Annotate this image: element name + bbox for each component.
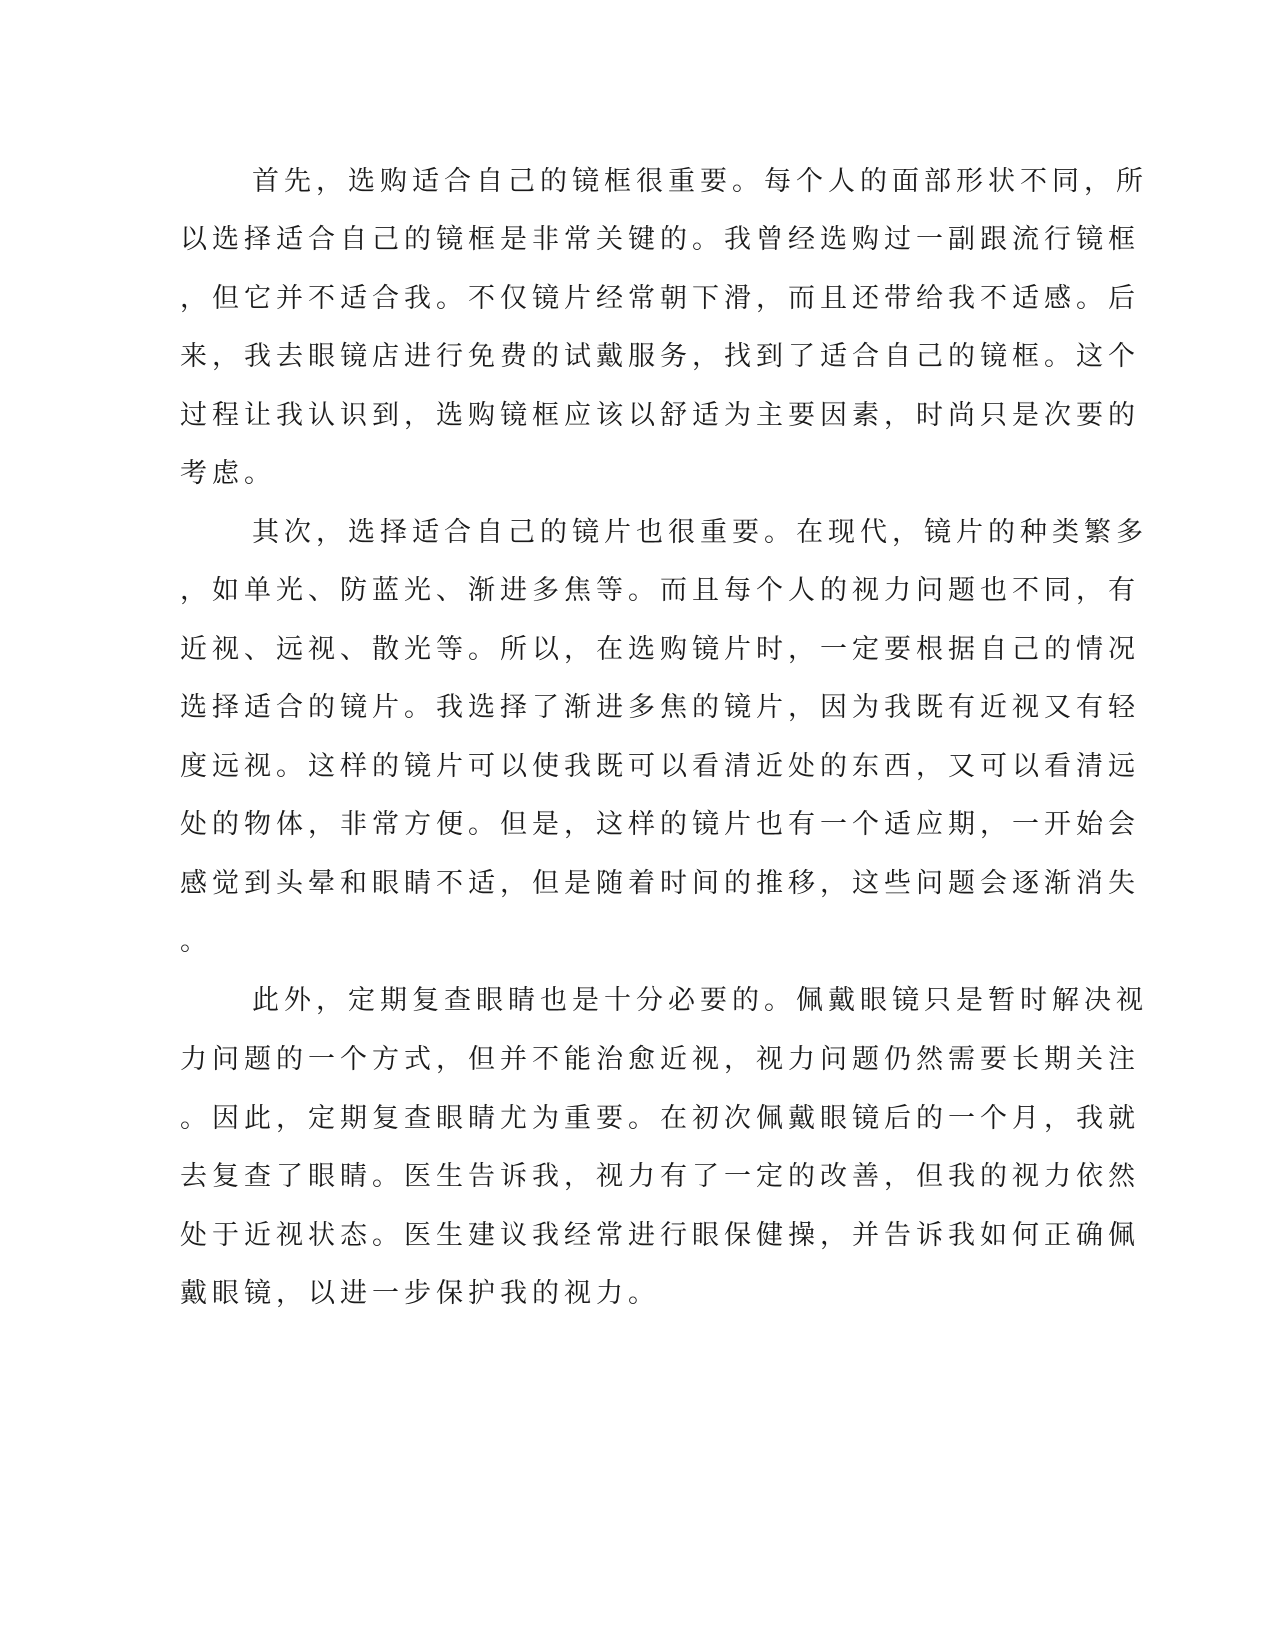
- text-line: 感觉到头晕和眼睛不适，但是随着时间的推移，这些问题会逐渐消失: [180, 868, 1140, 899]
- text-line: 度远视。这样的镜片可以使我既可以看清近处的东西，又可以看清远: [180, 751, 1140, 782]
- text-line: 首先，选购适合自己的镜框很重要。每个人的面部形状不同，所: [252, 166, 1148, 197]
- text-line: 以选择适合自己的镜框是非常关键的。我曾经选购过一副跟流行镜框: [180, 224, 1140, 255]
- text-line: ，但它并不适合我。不仅镜片经常朝下滑，而且还带给我不适感。后: [180, 283, 1140, 314]
- text-line: 处于近视状态。医生建议我经常进行眼保健操，并告诉我如何正确佩: [180, 1220, 1140, 1251]
- text-line: 近视、远视、散光等。所以，在选购镜片时，一定要根据自己的情况: [180, 634, 1140, 665]
- text-line: 考虑。: [180, 458, 276, 489]
- text-line: 去复查了眼睛。医生告诉我，视力有了一定的改善，但我的视力依然: [180, 1161, 1140, 1192]
- text-line: 选择适合的镜片。我选择了渐进多焦的镜片，因为我既有近视又有轻: [180, 692, 1140, 723]
- text-line: ，如单光、防蓝光、渐进多焦等。而且每个人的视力问题也不同，有: [180, 575, 1140, 606]
- text-line: 其次，选择适合自己的镜片也很重要。在现代，镜片的种类繁多: [252, 517, 1148, 548]
- text-line: 戴眼镜，以进一步保护我的视力。: [180, 1278, 660, 1309]
- text-line: 力问题的一个方式，但并不能治愈近视，视力问题仍然需要长期关注: [180, 1044, 1140, 1075]
- text-line: 来，我去眼镜店进行免费的试戴服务，找到了适合自己的镜框。这个: [180, 341, 1140, 372]
- text-line: 。: [180, 926, 212, 957]
- text-line: 处的物体，非常方便。但是，这样的镜片也有一个适应期，一开始会: [180, 809, 1140, 840]
- text-line: 。因此，定期复查眼睛尤为重要。在初次佩戴眼镜后的一个月，我就: [180, 1103, 1140, 1134]
- text-line: 此外，定期复查眼睛也是十分必要的。佩戴眼镜只是暂时解决视: [252, 985, 1148, 1016]
- text-line: 过程让我认识到，选购镜框应该以舒适为主要因素，时尚只是次要的: [180, 400, 1140, 431]
